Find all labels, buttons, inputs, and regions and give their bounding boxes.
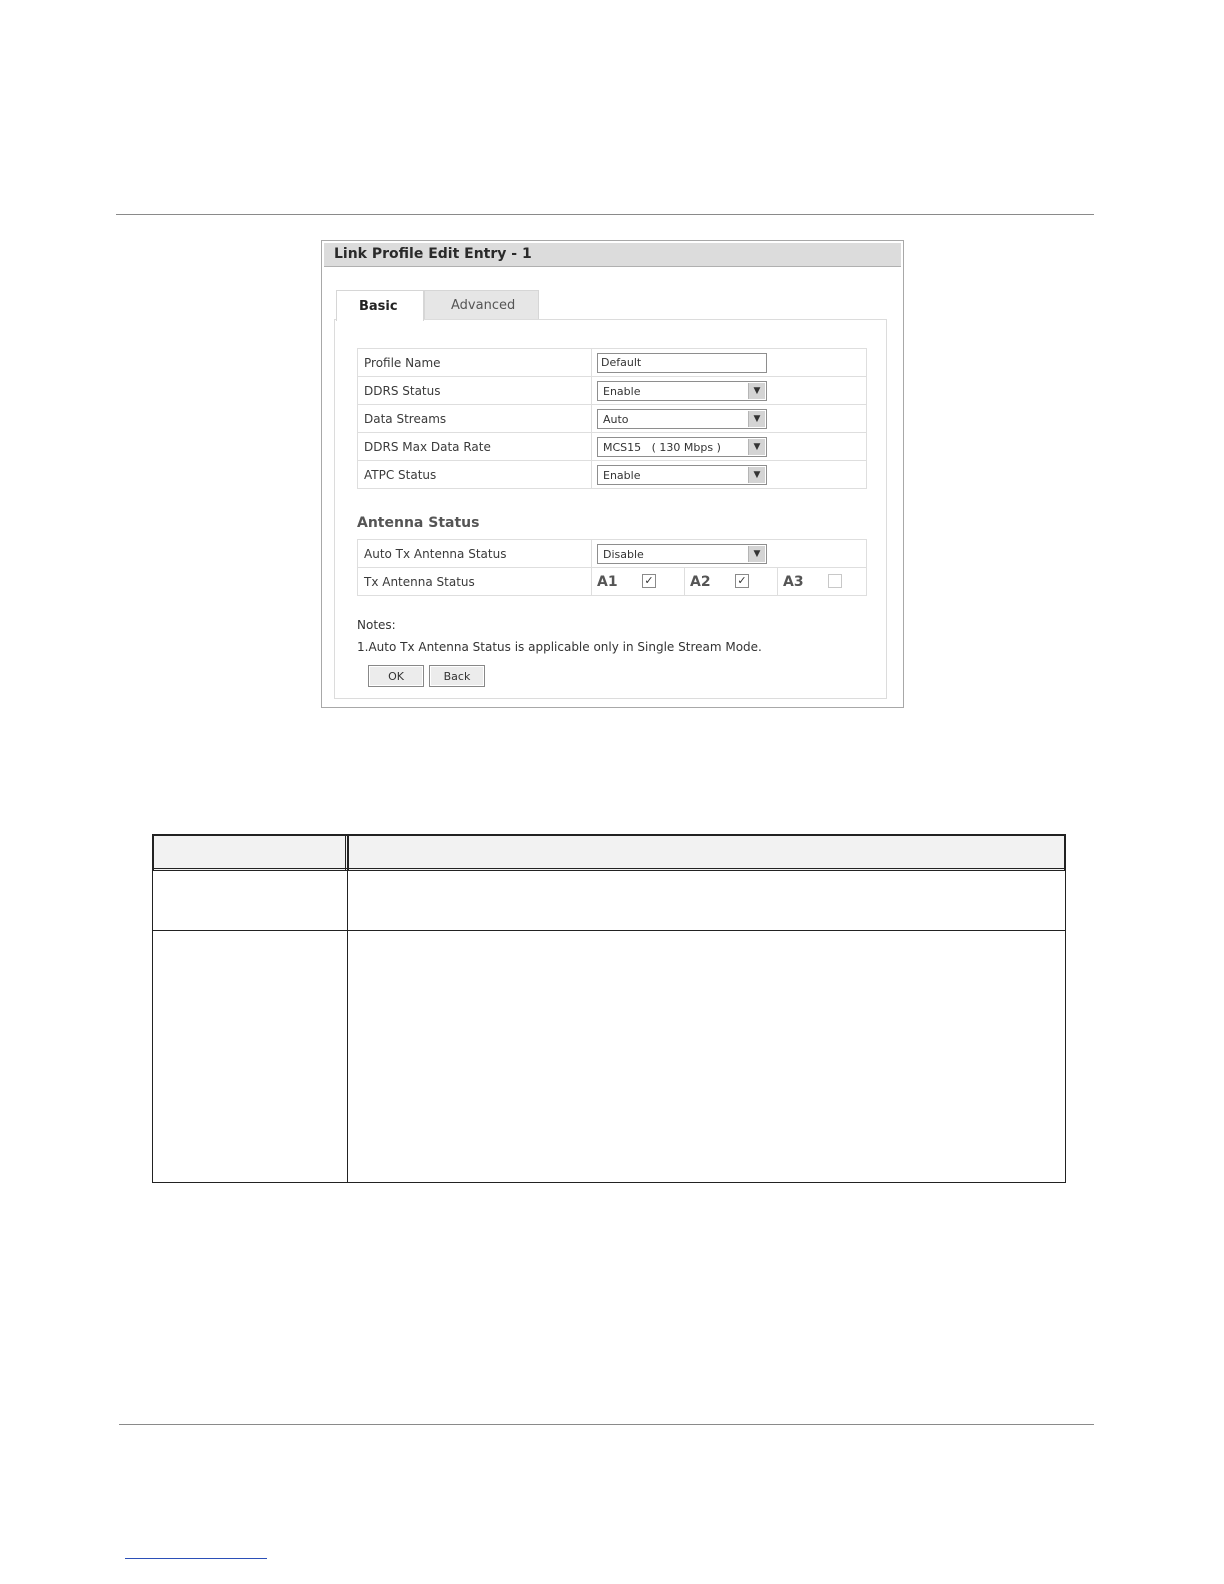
table-row: [358, 568, 867, 596]
chevron-down-icon[interactable]: ▼: [748, 467, 765, 483]
table-row: [358, 461, 867, 489]
tab-advanced[interactable]: [424, 290, 539, 320]
antenna-a3-label: A3: [783, 574, 804, 590]
row-divider: [153, 930, 1065, 931]
chevron-down-icon[interactable]: ▼: [748, 439, 765, 455]
antenna-a2-checkbox[interactable]: ✓: [735, 574, 749, 588]
tab-basic[interactable]: [336, 290, 424, 321]
table-row: [358, 540, 867, 568]
tab-advanced-label: Advanced: [451, 298, 516, 313]
table-row: [358, 405, 867, 433]
profile-name-input[interactable]: [597, 353, 767, 373]
ddrs-status-label: DDRS Status: [358, 377, 592, 405]
tab-basic-label: Basic: [359, 299, 398, 314]
profile-name-label: Profile Name: [358, 349, 592, 377]
antenna-a1-checkbox[interactable]: ✓: [642, 574, 656, 588]
table-row: [358, 433, 867, 461]
chevron-down-icon[interactable]: ▼: [748, 546, 765, 562]
auto-tx-antenna-label: Auto Tx Antenna Status: [358, 540, 592, 568]
dialog-title-bar: [324, 243, 901, 267]
atpc-status-select[interactable]: [597, 465, 767, 485]
column-divider: [347, 835, 348, 1182]
atpc-status-value: Enable: [603, 468, 641, 482]
antenna-settings-table: [357, 539, 867, 596]
basic-tab-panel: [334, 319, 887, 699]
notes-title: Notes:: [357, 618, 396, 632]
auto-tx-antenna-select[interactable]: [597, 544, 767, 564]
tx-antenna-status-label: Tx Antenna Status: [358, 568, 592, 596]
ddrs-status-cell: [592, 377, 867, 405]
ddrs-max-rate-label: DDRS Max Data Rate: [358, 433, 592, 461]
description-table: [152, 834, 1066, 1183]
antenna-a2-label: A2: [690, 574, 711, 590]
ddrs-status-value: Enable: [603, 384, 641, 398]
ddrs-max-rate-value: MCS15 ( 130 Mbps ): [603, 440, 721, 454]
ok-button[interactable]: OK: [368, 665, 424, 687]
atpc-status-label: ATPC Status: [358, 461, 592, 489]
auto-tx-antenna-cell: [592, 540, 867, 568]
description-table-header-border: [153, 835, 1065, 871]
data-streams-select[interactable]: [597, 409, 767, 429]
footer-link-underline: [125, 1558, 267, 1559]
antenna-a3-checkbox[interactable]: [828, 574, 842, 588]
back-button[interactable]: Back: [429, 665, 485, 687]
ddrs-max-rate-select[interactable]: [597, 437, 767, 457]
antenna-a3-cell: [778, 568, 867, 596]
antenna-a1-label: A1: [597, 574, 618, 590]
table-row: [358, 349, 867, 377]
notes-line: 1.Auto Tx Antenna Status is applicable only in Single Stream Mode.: [357, 640, 762, 654]
footer-rule: [119, 1424, 1094, 1425]
link-profile-dialog: [321, 240, 904, 708]
chevron-down-icon[interactable]: ▼: [748, 411, 765, 427]
ddrs-status-select[interactable]: [597, 381, 767, 401]
auto-tx-antenna-value: Disable: [603, 547, 644, 561]
dialog-title: Link Profile Edit Entry - 1: [334, 246, 532, 262]
chevron-down-icon[interactable]: ▼: [748, 383, 765, 399]
antenna-a1-cell: [592, 568, 685, 596]
data-streams-value: Auto: [603, 412, 629, 426]
data-streams-cell: [592, 405, 867, 433]
profile-name-cell: [592, 349, 867, 377]
antenna-a2-cell: [685, 568, 778, 596]
basic-settings-table: [357, 348, 867, 489]
antenna-status-heading: Antenna Status: [357, 515, 480, 531]
header-rule: [116, 214, 1094, 215]
ddrs-max-rate-cell: [592, 433, 867, 461]
table-row: [358, 377, 867, 405]
atpc-status-cell: [592, 461, 867, 489]
data-streams-label: Data Streams: [358, 405, 592, 433]
